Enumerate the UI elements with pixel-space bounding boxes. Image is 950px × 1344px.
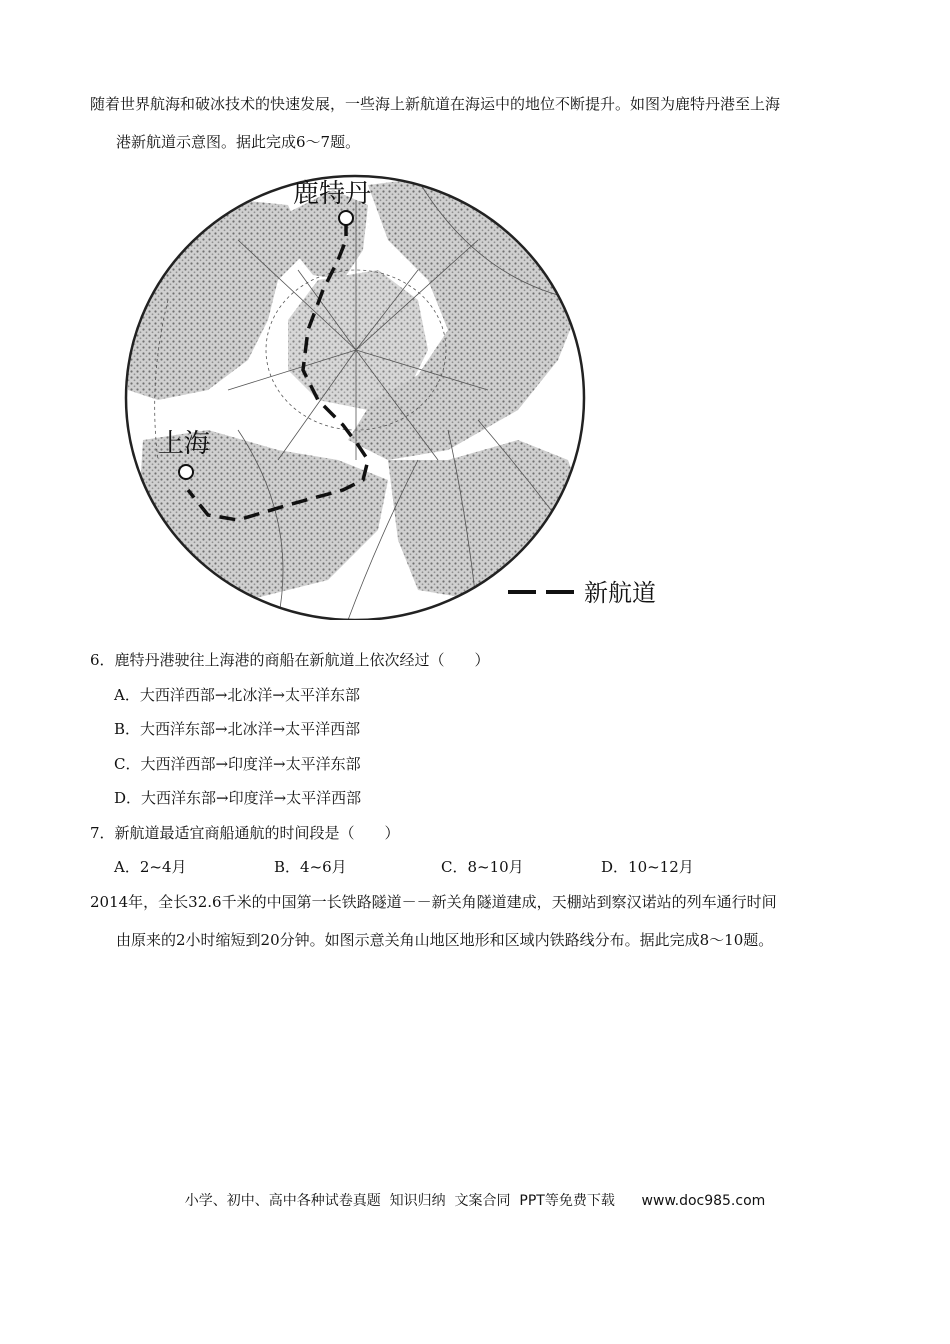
- question-6-option-d[interactable]: D．大西洋东部→印度洋→太平洋西部: [114, 789, 362, 807]
- question-7-stem: 7．新航道最适宜商船通航的时间段是（ ）: [90, 824, 400, 842]
- question-6-option-a[interactable]: A．大西洋西部→北冰洋→太平洋东部: [114, 686, 360, 704]
- question-7-option-c[interactable]: C．8~10月: [441, 858, 524, 876]
- shanghai-label: 上海: [158, 429, 211, 459]
- question-7-option-b[interactable]: B．4~6月: [274, 858, 347, 876]
- rotterdam-label: 鹿特丹: [293, 179, 372, 209]
- intro-paragraph-2-line-2: 由原来的2小时缩短到20分钟。如图示意关角山地区地形和区域内铁路线分布。据此完成8～10题。: [116, 931, 774, 949]
- intro-paragraph-1-line-2: 港新航道示意图。据此完成6～7题。: [116, 133, 361, 151]
- alaska-land: [388, 440, 588, 600]
- question-7-option-a[interactable]: A．2~4月: [114, 858, 187, 876]
- page-footer: [0, 1190, 950, 1210]
- arctic-route-map: [118, 160, 718, 620]
- rotterdam-marker: [339, 211, 353, 225]
- question-6-option-c[interactable]: C．大西洋西部→印度洋→太平洋东部: [114, 755, 361, 773]
- intro-paragraph-1-line-1: 随着世界航海和破冰技术的快速发展，一些海上新航道在海运中的地位不断提升。如图为鹿特丹港至上海: [90, 95, 781, 113]
- question-6-option-b[interactable]: B．大西洋东部→北冰洋→太平洋西部: [114, 720, 361, 738]
- question-6-stem: 6．鹿特丹港驶往上海港的商船在新航道上依次经过（ ）: [90, 651, 490, 669]
- question-7-options: [114, 857, 814, 877]
- question-7-option-d[interactable]: D．10~12月: [601, 858, 694, 876]
- footer-url[interactable]: www.doc985.com: [641, 1193, 766, 1209]
- map-legend: [508, 579, 656, 607]
- shanghai-marker: [179, 465, 193, 479]
- legend-label: 新航道: [584, 579, 656, 607]
- footer-text: 小学、初中、高中各种试卷真题 知识归纳 文案合同 PPT等免费下载: [184, 1193, 615, 1209]
- intro-paragraph-2-line-1: 2014年，全长32.6千米的中国第一长铁路隧道－－新关角隧道建成，天棚站到察汉诺站的列车通行时间: [90, 893, 777, 911]
